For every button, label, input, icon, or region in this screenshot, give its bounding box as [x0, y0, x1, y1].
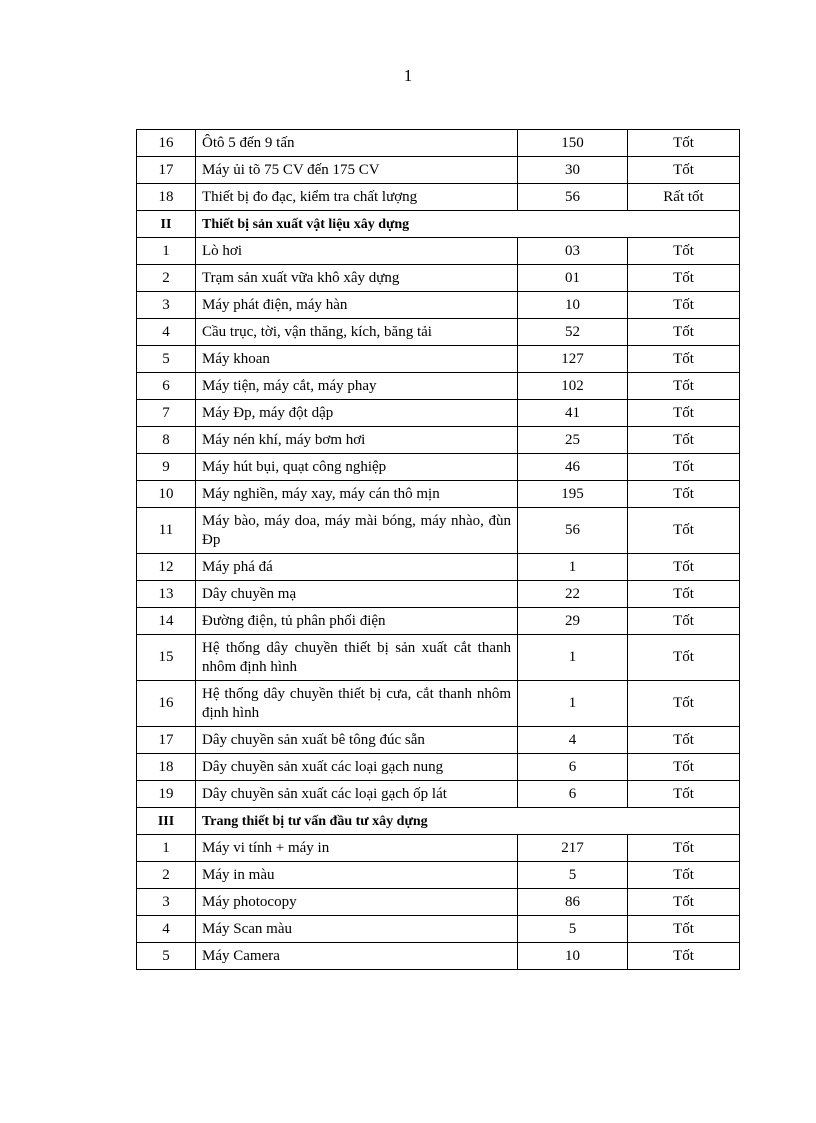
item-quantity: 46: [518, 454, 628, 481]
item-number: 19: [137, 781, 196, 808]
item-name: Đường điện, tủ phân phối điện: [196, 608, 518, 635]
item-number: 4: [137, 916, 196, 943]
item-number: 12: [137, 554, 196, 581]
item-status: Tốt: [628, 319, 740, 346]
item-quantity: 03: [518, 238, 628, 265]
item-status: Tốt: [628, 862, 740, 889]
item-name: Dây chuyền mạ: [196, 581, 518, 608]
item-name: Máy hút bụi, quạt công nghiệp: [196, 454, 518, 481]
item-status: Tốt: [628, 481, 740, 508]
item-number: 7: [137, 400, 196, 427]
section-header-row: [137, 808, 740, 835]
item-status: Tốt: [628, 400, 740, 427]
item-quantity: 10: [518, 943, 628, 970]
item-number: 17: [137, 157, 196, 184]
item-number: 1: [137, 835, 196, 862]
item-number: 2: [137, 862, 196, 889]
item-number: 14: [137, 608, 196, 635]
item-quantity: 150: [518, 130, 628, 157]
item-quantity: 29: [518, 608, 628, 635]
item-status: Tốt: [628, 681, 740, 727]
item-name: Máy phát điện, máy hàn: [196, 292, 518, 319]
item-status: Tốt: [628, 157, 740, 184]
item-name: Dây chuyền sản xuất các loại gạch nung: [196, 754, 518, 781]
item-status: Tốt: [628, 346, 740, 373]
item-quantity: 22: [518, 581, 628, 608]
item-status: Tốt: [628, 373, 740, 400]
item-name: Máy Camera: [196, 943, 518, 970]
item-status: Tốt: [628, 238, 740, 265]
item-number: 8: [137, 427, 196, 454]
item-status: Tốt: [628, 608, 740, 635]
table-row: [137, 184, 740, 211]
table-row: [137, 400, 740, 427]
item-quantity: 6: [518, 781, 628, 808]
item-quantity: 5: [518, 916, 628, 943]
item-status: Tốt: [628, 635, 740, 681]
table-row: [137, 319, 740, 346]
item-name: Máy tiện, máy cắt, máy phay: [196, 373, 518, 400]
table-row: [137, 373, 740, 400]
table-row: [137, 835, 740, 862]
item-number: 5: [137, 346, 196, 373]
item-quantity: 195: [518, 481, 628, 508]
item-quantity: 217: [518, 835, 628, 862]
item-number: 10: [137, 481, 196, 508]
table-row: [137, 292, 740, 319]
item-name: Máy phá đá: [196, 554, 518, 581]
table-row: [137, 508, 740, 554]
table-row: [137, 754, 740, 781]
item-status: Tốt: [628, 581, 740, 608]
item-number: 18: [137, 754, 196, 781]
equipment-table-body: [137, 130, 740, 970]
item-quantity: 6: [518, 754, 628, 781]
section-header-row: [137, 211, 740, 238]
item-quantity: 86: [518, 889, 628, 916]
table-row: [137, 862, 740, 889]
item-quantity: 102: [518, 373, 628, 400]
item-quantity: 10: [518, 292, 628, 319]
section-title: Thiết bị sản xuất vật liệu xây dựng: [196, 211, 740, 238]
item-status: Tốt: [628, 889, 740, 916]
item-number: 3: [137, 889, 196, 916]
item-name: Lò hơi: [196, 238, 518, 265]
item-number: 6: [137, 373, 196, 400]
item-status: Tốt: [628, 943, 740, 970]
section-title: Trang thiết bị tư vấn đầu tư xây dựng: [196, 808, 740, 835]
table-row: [137, 157, 740, 184]
table-row: [137, 554, 740, 581]
item-quantity: 127: [518, 346, 628, 373]
table-row: [137, 454, 740, 481]
item-name: Dây chuyền sản xuất các loại gạch ốp lát: [196, 781, 518, 808]
item-quantity: 4: [518, 727, 628, 754]
item-quantity: 30: [518, 157, 628, 184]
table-row: [137, 265, 740, 292]
item-number: 5: [137, 943, 196, 970]
item-status: Tốt: [628, 727, 740, 754]
item-number: 13: [137, 581, 196, 608]
item-name: Hệ thống dây chuyền thiết bị sản xuất cắt thanh nhôm định hình: [196, 635, 518, 681]
table-row: [137, 916, 740, 943]
item-status: Tốt: [628, 554, 740, 581]
item-number: 18: [137, 184, 196, 211]
item-number: 1: [137, 238, 196, 265]
item-name: Máy photocopy: [196, 889, 518, 916]
page-number: 1: [403, 66, 413, 85]
item-name: Máy in màu: [196, 862, 518, 889]
table-row: [137, 238, 740, 265]
item-quantity: 25: [518, 427, 628, 454]
item-status: Tốt: [628, 130, 740, 157]
table-row: [137, 346, 740, 373]
section-number: II: [137, 211, 196, 238]
item-quantity: 5: [518, 862, 628, 889]
item-number: 11: [137, 508, 196, 554]
item-name: Máy vi tính + máy in: [196, 835, 518, 862]
item-status: Tốt: [628, 916, 740, 943]
table-row: [137, 889, 740, 916]
item-number: 4: [137, 319, 196, 346]
item-quantity: 52: [518, 319, 628, 346]
item-quantity: 1: [518, 635, 628, 681]
item-name: Máy Scan màu: [196, 916, 518, 943]
item-name: Máy ủi tõ 75 CV đến 175 CV: [196, 157, 518, 184]
section-number: III: [137, 808, 196, 835]
item-status: Tốt: [628, 265, 740, 292]
item-number: 16: [137, 130, 196, 157]
table-row: [137, 681, 740, 727]
item-name: Trạm sản xuất vữa khô xây dựng: [196, 265, 518, 292]
equipment-table: [136, 129, 740, 970]
table-row: [137, 481, 740, 508]
item-name: Hệ thống dây chuyền thiết bị cưa, cắt thanh nhôm định hình: [196, 681, 518, 727]
item-number: 2: [137, 265, 196, 292]
table-row: [137, 427, 740, 454]
item-quantity: 01: [518, 265, 628, 292]
item-quantity: 1: [518, 681, 628, 727]
item-name: Máy Đp, máy đột dập: [196, 400, 518, 427]
item-status: Tốt: [628, 292, 740, 319]
table-row: [137, 635, 740, 681]
item-number: 3: [137, 292, 196, 319]
item-number: 17: [137, 727, 196, 754]
item-name: Ôtô 5 đến 9 tấn: [196, 130, 518, 157]
item-name: Dây chuyền sản xuất bê tông đúc sẵn: [196, 727, 518, 754]
item-status: Rất tốt: [628, 184, 740, 211]
item-status: Tốt: [628, 454, 740, 481]
item-name: Thiết bị đo đạc, kiểm tra chất lượng: [196, 184, 518, 211]
item-status: Tốt: [628, 754, 740, 781]
item-number: 15: [137, 635, 196, 681]
item-name: Máy nghiền, máy xay, máy cán thô mịn: [196, 481, 518, 508]
item-status: Tốt: [628, 508, 740, 554]
table-row: [137, 943, 740, 970]
item-status: Tốt: [628, 427, 740, 454]
table-row: [137, 130, 740, 157]
table-row: [137, 781, 740, 808]
item-status: Tốt: [628, 781, 740, 808]
table-row: [137, 581, 740, 608]
item-name: Máy bào, máy doa, máy mài bóng, máy nhào, đùn Đp: [196, 508, 518, 554]
item-quantity: 41: [518, 400, 628, 427]
item-quantity: 56: [518, 508, 628, 554]
item-number: 9: [137, 454, 196, 481]
item-quantity: 1: [518, 554, 628, 581]
item-status: Tốt: [628, 835, 740, 862]
item-name: Cầu trục, tời, vận thăng, kích, băng tải: [196, 319, 518, 346]
item-name: Máy khoan: [196, 346, 518, 373]
table-row: [137, 608, 740, 635]
item-quantity: 56: [518, 184, 628, 211]
item-number: 16: [137, 681, 196, 727]
item-name: Máy nén khí, máy bơm hơi: [196, 427, 518, 454]
table-row: [137, 727, 740, 754]
